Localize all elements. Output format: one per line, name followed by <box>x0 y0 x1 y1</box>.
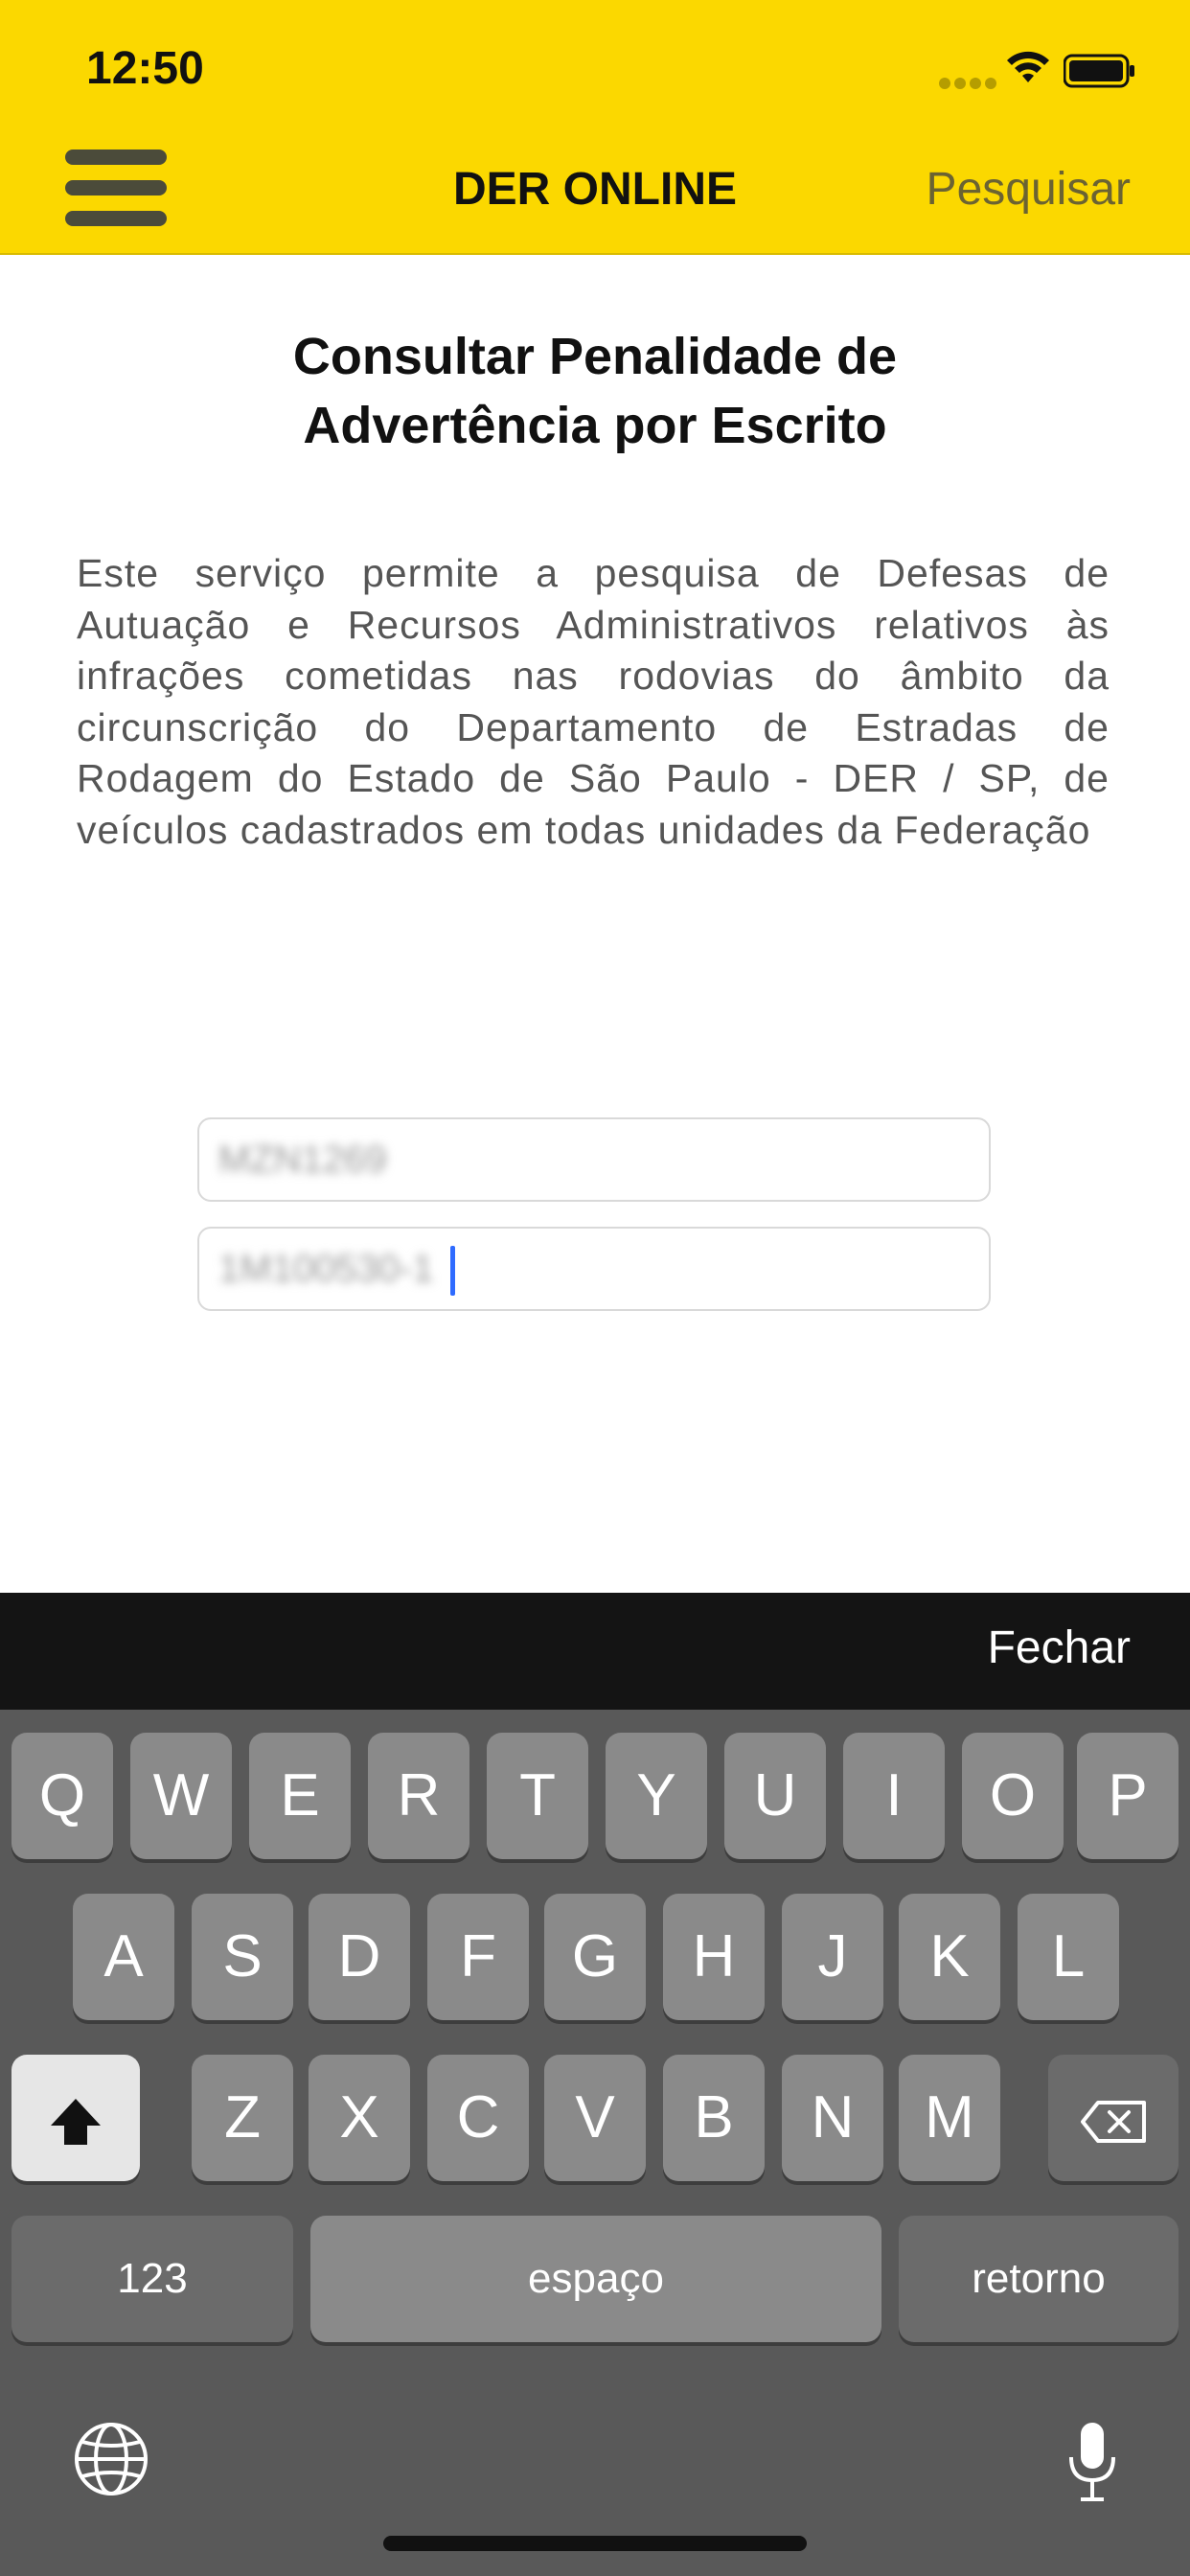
page-title-line-2: Advertência por Escrito <box>303 397 887 454</box>
keyboard <box>0 1710 1190 2576</box>
wifi-icon <box>1004 48 1052 86</box>
key-v[interactable]: V <box>544 2055 646 2181</box>
key-p[interactable]: P <box>1077 1733 1179 1859</box>
keyboard-accessory-bar <box>0 1593 1190 1710</box>
key-w[interactable]: W <box>130 1733 232 1859</box>
close-keyboard-button[interactable]: Fechar <box>987 1622 1131 1673</box>
key-m[interactable]: M <box>899 2055 1000 2181</box>
space-key[interactable]: espaço <box>310 2216 881 2342</box>
numbers-key[interactable]: 123 <box>11 2216 293 2342</box>
key-j[interactable]: J <box>782 1894 883 2020</box>
backspace-key[interactable] <box>1048 2055 1179 2181</box>
page-title <box>77 322 1113 460</box>
search-button[interactable]: Pesquisar <box>926 164 1131 215</box>
key-i[interactable]: I <box>843 1733 945 1859</box>
key-s[interactable]: S <box>192 1894 293 2020</box>
globe-icon[interactable] <box>73 2421 149 2497</box>
microphone-icon[interactable] <box>1064 2421 1121 2503</box>
key-y[interactable]: Y <box>606 1733 707 1859</box>
plate-input-value: MZN1269 <box>218 1138 387 1181</box>
text-caret <box>450 1246 455 1296</box>
shift-icon <box>47 2095 104 2149</box>
key-x[interactable]: X <box>309 2055 410 2181</box>
key-b[interactable]: B <box>663 2055 765 2181</box>
key-h[interactable]: H <box>663 1894 765 2020</box>
service-description: Este serviço permite a pesquisa de Defesas de Autuação e Recursos Administrativos relativos às infrações cometidas nas rodovias do âmbito da circunscrição do Departamento de Estradas de Rodagem do Estado de São Paulo - DER / SP, de veículos cadastrados em todas unidades da Federação <box>77 551 1110 852</box>
key-z[interactable]: Z <box>192 2055 293 2181</box>
plate-input[interactable] <box>197 1117 991 1202</box>
key-k[interactable]: K <box>899 1894 1000 2020</box>
key-l[interactable]: L <box>1018 1894 1119 2020</box>
nav-title: DER ONLINE <box>452 164 737 215</box>
top-bar <box>0 0 1190 255</box>
key-o[interactable]: O <box>962 1733 1064 1859</box>
signal-dots-icon <box>939 77 1000 86</box>
home-indicator[interactable] <box>383 2536 807 2551</box>
page-title-line-1: Consultar Penalidade de <box>292 328 898 385</box>
code-input[interactable] <box>197 1227 991 1311</box>
key-f[interactable]: F <box>427 1894 529 2020</box>
backspace-icon <box>1079 2099 1148 2145</box>
key-c[interactable]: C <box>427 2055 529 2181</box>
return-key[interactable]: retorno <box>899 2216 1179 2342</box>
key-t[interactable]: T <box>487 1733 588 1859</box>
key-d[interactable]: D <box>309 1894 410 2020</box>
key-g[interactable]: G <box>544 1894 646 2020</box>
status-time: 12:50 <box>86 43 204 94</box>
code-input-value: 1M100530-1 <box>218 1248 434 1290</box>
hamburger-menu-icon[interactable] <box>65 150 167 226</box>
shift-key[interactable] <box>11 2055 140 2181</box>
key-e[interactable]: E <box>249 1733 351 1859</box>
battery-icon <box>1064 54 1136 88</box>
key-q[interactable]: Q <box>11 1733 113 1859</box>
key-r[interactable]: R <box>368 1733 469 1859</box>
key-n[interactable]: N <box>782 2055 883 2181</box>
key-u[interactable]: U <box>724 1733 826 1859</box>
key-a[interactable]: A <box>73 1894 174 2020</box>
